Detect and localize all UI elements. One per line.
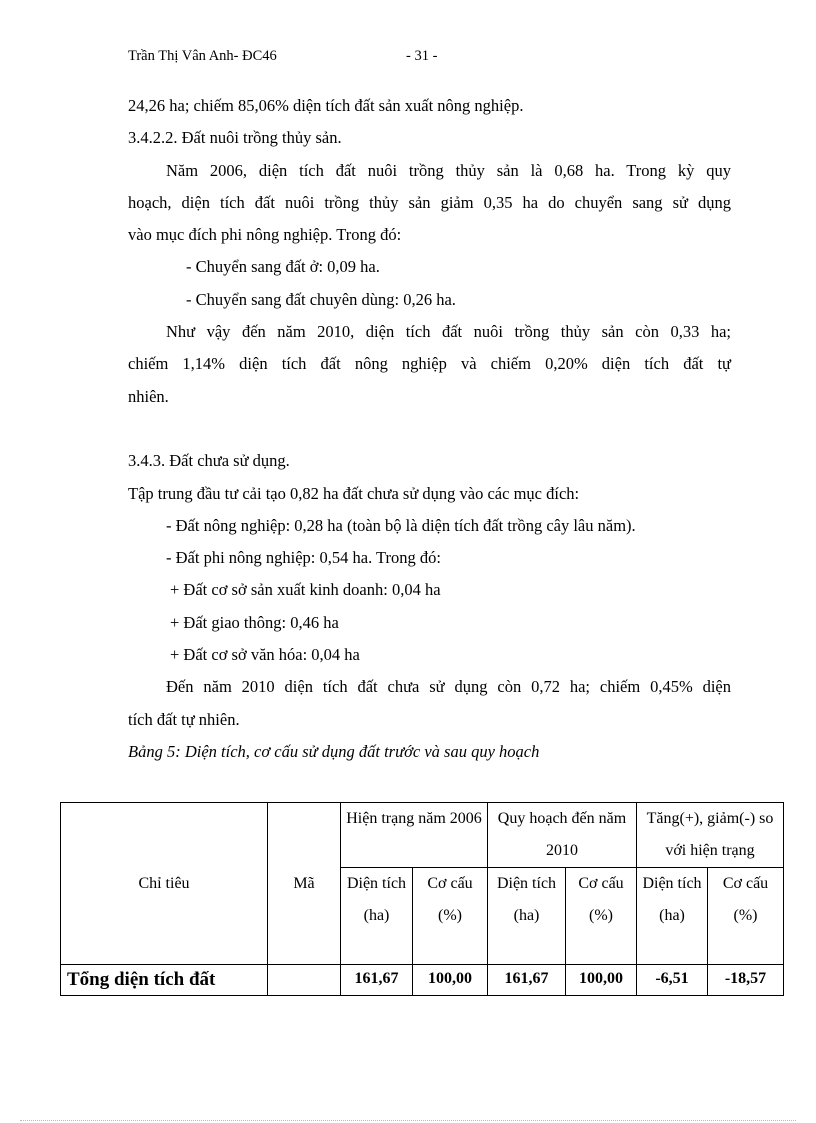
page-number: - 31 - (406, 48, 438, 64)
bullet-item: - Chuyển sang đất ở: 0,09 ha. (186, 257, 380, 277)
bullet-item: - Chuyển sang đất chuyên dùng: 0,26 ha. (186, 289, 456, 309)
paragraph-line: tích đất tự nhiên. (128, 709, 240, 729)
table-row (61, 965, 784, 996)
paragraph-line: chiếm 1,14% diện tích đất nông nghiệp và chiếm 0,20% diện tích đất tự (128, 354, 731, 374)
sub-bullet-item: + Đất cơ sở văn hóa: 0,04 ha (170, 645, 360, 665)
cell-area-2010: 161,67 (488, 965, 566, 996)
cell-area-2006: 161,67 (341, 965, 413, 996)
subheader-area: Diện tích (ha) (341, 868, 413, 965)
paragraph-line: vào mục đích phi nông nghiệp. Trong đó: (128, 225, 402, 245)
section-heading: 3.4.3. Đất chưa sử dụng. (128, 451, 290, 471)
document-body (128, 90, 731, 768)
paragraph-line: hoạch, diện tích đất nuôi trồng thủy sản giảm 0,35 ha do chuyển sang sử dụng (128, 192, 731, 212)
paragraph-line: Như vậy đến năm 2010, diện tích đất nuôi trồng thủy sản còn 0,33 ha; (166, 322, 731, 342)
row-code (268, 965, 341, 996)
subheader-area: Diện tích (ha) (488, 868, 566, 965)
blank-line (128, 413, 731, 445)
subheader-structure: Cơ cấu (%) (708, 868, 784, 965)
paragraph-line: nhiên. (128, 386, 169, 406)
header-group-2006: Hiện trạng năm 2006 (341, 803, 488, 868)
header-chi-tieu: Chỉ tiêu (61, 803, 268, 965)
subheader-structure: Cơ cấu (%) (413, 868, 488, 965)
subheader-area: Diện tích (ha) (637, 868, 708, 965)
bullet-item: - Đất nông nghiệp: 0,28 ha (toàn bộ là diện tích đất trồng cây lâu năm). (166, 515, 636, 535)
paragraph-line: Năm 2006, diện tích đất nuôi trồng thủy sản là 0,68 ha. Trong kỳ quy (166, 160, 731, 180)
subheader-structure: Cơ cấu (%) (566, 868, 637, 965)
header-group-2010: Quy hoạch đến năm 2010 (488, 803, 637, 868)
header-author: Trần Thị Vân Anh- ĐC46 (128, 48, 277, 64)
header-ma: Mã (268, 803, 341, 965)
table-header-row (61, 803, 784, 868)
page-bottom-divider (20, 1120, 796, 1121)
section-heading: 3.4.2.2. Đất nuôi trồng thủy sản. (128, 128, 342, 148)
land-use-table (60, 802, 784, 996)
cell-structure-2006: 100,00 (413, 965, 488, 996)
paragraph-line: Đến năm 2010 diện tích đất chưa sử dụng còn 0,72 ha; chiếm 0,45% diện (166, 677, 731, 697)
bullet-item: - Đất phi nông nghiệp: 0,54 ha. Trong đó: (166, 548, 441, 568)
cell-area-change: -6,51 (637, 965, 708, 996)
paragraph: 24,26 ha; chiếm 85,06% diện tích đất sản xuất nông nghiệp. (128, 96, 524, 115)
paragraph: Tập trung đầu tư cải tạo 0,82 ha đất chưa sử dụng vào các mục đích: (128, 483, 580, 503)
sub-bullet-item: + Đất cơ sở sản xuất kinh doanh: 0,04 ha (170, 580, 441, 600)
header-group-change: Tăng(+), giảm(-) so với hiện trạng (637, 803, 784, 868)
row-label: Tổng diện tích đất (61, 965, 268, 996)
sub-bullet-item: + Đất giao thông: 0,46 ha (170, 612, 339, 632)
cell-structure-change: -18,57 (708, 965, 784, 996)
cell-structure-2010: 100,00 (566, 965, 637, 996)
table-caption: Bảng 5: Diện tích, cơ cấu sử dụng đất trước và sau quy hoạch (128, 741, 540, 761)
